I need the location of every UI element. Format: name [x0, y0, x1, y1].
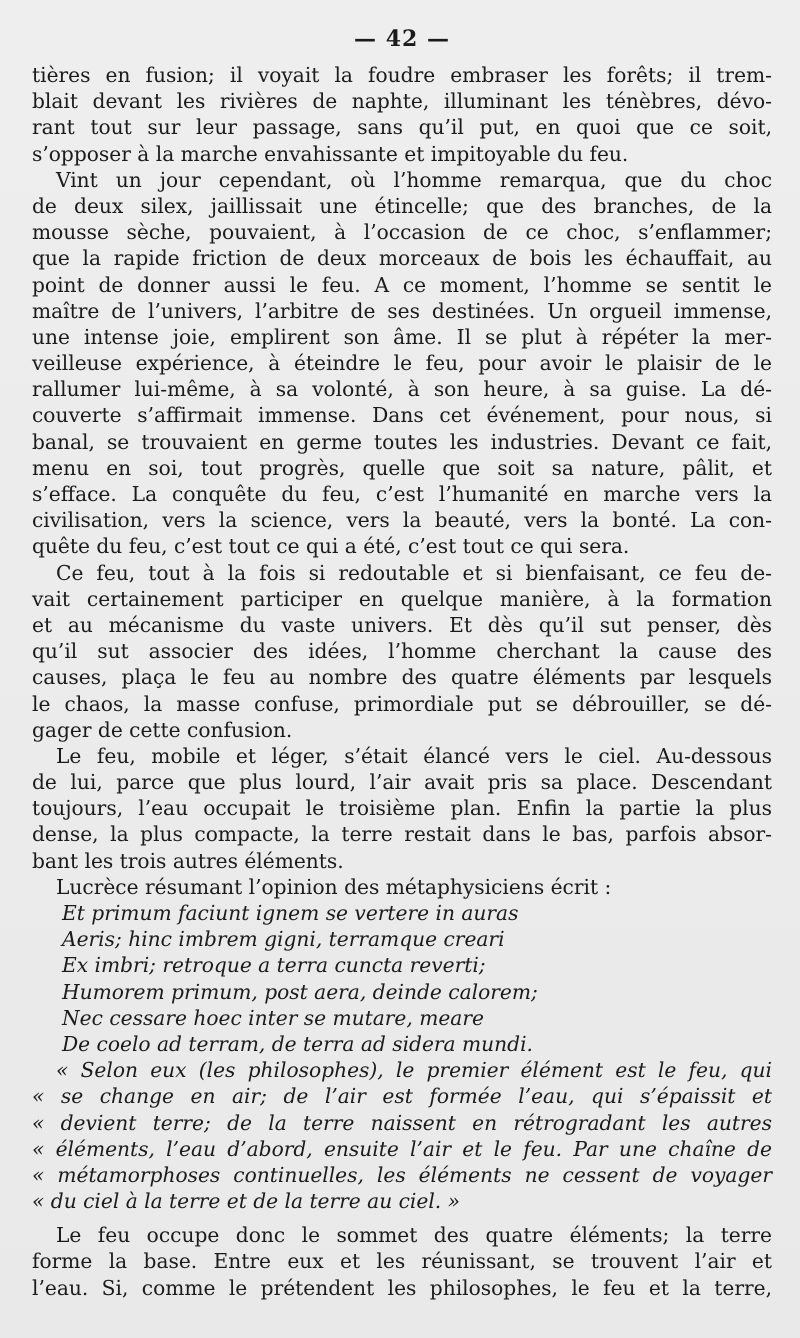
- quote-line: « Selon eux (les philosophes), le premier élément est le feu, qui: [56, 1058, 772, 1083]
- text-line: de deux silex, jaillissait une étincelle; que des branches, de la: [32, 193, 772, 218]
- text-line: et au mécanisme du vaste univers. Et dès qu’il sut penser, dès: [32, 612, 772, 637]
- verse-line: Humorem primum, post aera, deinde calorem;: [62, 979, 538, 1004]
- text-line: s’efface. La conquête du feu, c’est l’humanité en marche vers la: [32, 482, 772, 506]
- text-line: le chaos, la masse confuse, primordiale put se débrouiller, se dé-: [32, 691, 772, 716]
- quote-line: « du ciel à la terre et de la terre au ciel. »: [32, 1189, 460, 1214]
- text-line: couverte s’affirmait immense. Dans cet événement, pour nous, si: [32, 403, 772, 428]
- verse-line: Aeris; hinc imbrem gigni, terramque creari: [62, 927, 505, 952]
- text-line: Le feu occupe donc le sommet des quatre éléments; la terre: [56, 1223, 772, 1248]
- quote-line: « éléments, l’eau d’abord, ensuite l’air et le feu. Par une chaîne de: [32, 1136, 772, 1161]
- text-line: une intense joie, emplirent son âme. Il se plut à répéter la mer-: [32, 324, 772, 349]
- text-line: vait certainement participer en quelque manière, à la formation: [32, 586, 772, 611]
- text-line: s’opposer à la marche envahissante et impitoyable du feu.: [32, 141, 629, 166]
- body-text: [32, 62, 772, 1301]
- text-line: forme la base. Entre eux et les réunissant, se trouvent l’air et: [32, 1249, 772, 1274]
- text-line: veilleuse expérience, à éteindre le feu, pour avoir le plaisir de le: [32, 351, 772, 376]
- text-line: dense, la plus compacte, la terre restait dans le bas, parfois absor-: [32, 822, 772, 847]
- verse-line: De coelo ad terram, de terra ad sidera mundi.: [62, 1031, 533, 1056]
- verse-line: Et primum faciunt ignem se vertere in auras: [62, 901, 519, 925]
- text-line: Le feu, mobile et léger, s’était élancé vers le ciel. Au-dessous: [56, 743, 772, 768]
- text-line: quête du feu, c’est tout ce qui a été, c’est tout ce qui sera.: [32, 534, 630, 559]
- verse-line: Ex imbri; retroque a terra cuncta reverti;: [62, 953, 486, 978]
- text-line: rant tout sur leur passage, sans qu’il put, en quoi que ce soit,: [32, 115, 772, 140]
- text-line: l’eau. Si, comme le prétendent les philosophes, le feu et la terre,: [32, 1275, 772, 1300]
- quote-line: « devient terre; de la terre naissent en rétrogradant les autres: [32, 1110, 772, 1135]
- text-line: maître de l’univers, l’arbitre de ses destinées. Un orgueil immense,: [32, 298, 772, 323]
- paragraph-gap: [32, 1214, 772, 1222]
- text-line: que la rapide friction de deux morceaux de bois les échauffait, au: [32, 246, 772, 271]
- text-line: blait devant les rivières de naphte, illuminant les ténèbres, dévo-: [32, 89, 772, 114]
- text-line: de lui, parce que plus lourd, l’air avait pris sa place. Descendant: [32, 770, 772, 795]
- text-line: causes, plaça le feu au nombre des quatre éléments par lesquels: [32, 665, 772, 690]
- text-line: tières en fusion; il voyait la foudre embraser les forêts; il trem-: [32, 63, 772, 87]
- text-line: Lucrèce résumant l’opinion des métaphysiciens écrit :: [56, 874, 612, 899]
- text-line: toujours, l’eau occupait le troisième plan. Enfin la partie la plus: [32, 796, 772, 821]
- text-line: menu en soi, tout progrès, quelle que soit sa nature, pâlit, et: [32, 455, 772, 480]
- text-line: banal, se trouvaient en germe toutes les industries. Devant ce fait,: [32, 429, 772, 454]
- text-line: rallumer lui-même, à sa volonté, à son heure, à sa guise. La dé-: [32, 377, 772, 402]
- quote-line: « métamorphoses continuelles, les éléments ne cessent de voyager: [32, 1162, 772, 1187]
- text-line: bant les trois autres éléments.: [32, 848, 344, 873]
- text-line: gager de cette confusion.: [32, 717, 293, 742]
- quote-line: « se change en air; de l’air est formée l’eau, qui s’épaissit et: [32, 1084, 772, 1109]
- text-line: Ce feu, tout à la fois si redoutable et si bienfaisant, ce feu de-: [56, 560, 772, 585]
- text-line: qu’il sut associer des idées, l’homme cherchant la cause des: [32, 639, 772, 664]
- text-line: point de donner aussi le feu. A ce moment, l’homme se sentit le: [32, 272, 772, 297]
- text-line: mousse sèche, pouvaient, à l’occasion de ce choc, s’enflammer;: [32, 220, 772, 245]
- verse-line: Nec cessare hoec inter se mutare, meare: [62, 1005, 484, 1030]
- text-line: civilisation, vers la science, vers la beauté, vers la bonté. La con-: [32, 508, 772, 533]
- page-number: — 42 —: [354, 26, 450, 52]
- text-line: Vint un jour cependant, où l’homme remarqua, que du choc: [56, 167, 772, 192]
